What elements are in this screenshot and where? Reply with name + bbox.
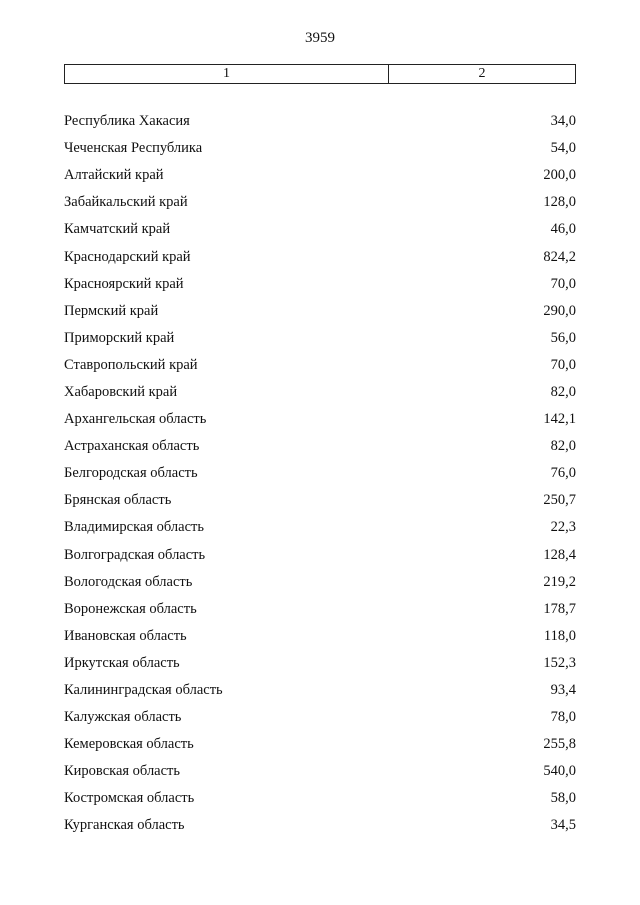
table-header-col1: 1 <box>65 65 389 83</box>
region-name: Архангельская область <box>64 411 207 428</box>
region-name: Алтайский край <box>64 167 164 184</box>
region-value: 255,8 <box>543 736 576 753</box>
region-value: 76,0 <box>550 465 576 482</box>
region-value: 128,4 <box>543 546 576 563</box>
region-value: 34,5 <box>550 817 576 834</box>
region-value: 219,2 <box>543 573 576 590</box>
region-name: Воронежская область <box>64 600 197 617</box>
table-row <box>64 379 576 406</box>
region-name: Курганская область <box>64 817 185 834</box>
table-row <box>64 271 576 298</box>
table-row <box>64 406 576 433</box>
region-name: Астраханская область <box>64 438 200 455</box>
region-value: 118,0 <box>543 627 576 644</box>
table-row <box>64 569 576 596</box>
table-row <box>64 433 576 460</box>
region-value: 82,0 <box>550 383 576 400</box>
region-value: 200,0 <box>543 167 576 184</box>
region-name: Костромская область <box>64 790 195 807</box>
region-name: Приморский край <box>64 329 175 346</box>
region-value: 56,0 <box>550 329 576 346</box>
table-row <box>64 785 576 812</box>
region-name: Краснодарский край <box>64 248 191 265</box>
region-value: 250,7 <box>543 492 576 509</box>
table-row <box>64 460 576 487</box>
region-name: Чеченская Республика <box>64 140 203 157</box>
region-value: 34,0 <box>550 113 576 130</box>
region-value: 22,3 <box>550 519 576 536</box>
table-row <box>64 216 576 243</box>
region-name: Владимирская область <box>64 519 204 536</box>
region-name: Калужская область <box>64 709 182 726</box>
region-name: Калининградская область <box>64 682 223 699</box>
table-row <box>64 162 576 189</box>
region-value: 82,0 <box>550 438 576 455</box>
region-value: 290,0 <box>543 302 576 319</box>
region-value: 78,0 <box>550 709 576 726</box>
region-name: Забайкальский край <box>64 194 188 211</box>
page-number: 3959 <box>305 30 335 46</box>
table-row <box>64 189 576 216</box>
table-row <box>64 135 576 162</box>
region-name: Кировская область <box>64 763 181 780</box>
region-value: 178,7 <box>543 600 576 617</box>
region-name: Республика Хакасия <box>64 113 190 130</box>
region-name: Кемеровская область <box>64 736 194 753</box>
region-name: Волгоградская область <box>64 546 206 563</box>
region-value: 152,3 <box>543 654 576 671</box>
table-row <box>64 325 576 352</box>
table-header-col2: 2 <box>478 66 486 81</box>
table-row <box>64 352 576 379</box>
table-row <box>64 487 576 514</box>
region-name: Брянская область <box>64 492 172 509</box>
table-row <box>64 650 576 677</box>
region-name: Камчатский край <box>64 221 171 238</box>
region-value: 46,0 <box>550 221 576 238</box>
region-value: 70,0 <box>550 356 576 373</box>
region-value: 70,0 <box>550 275 576 292</box>
region-name: Вологодская область <box>64 573 193 590</box>
region-name: Ивановская область <box>64 627 187 644</box>
region-name: Иркутская область <box>64 654 180 671</box>
region-value: 93,4 <box>550 682 576 699</box>
region-name: Хабаровский край <box>64 383 178 400</box>
region-value: 540,0 <box>543 763 576 780</box>
region-name: Пермский край <box>64 302 159 319</box>
table-row <box>64 298 576 325</box>
table-row <box>64 704 576 731</box>
table-row <box>64 596 576 623</box>
table-body <box>64 108 576 840</box>
table-row <box>64 623 576 650</box>
table-header <box>64 64 576 84</box>
table-row <box>64 243 576 270</box>
table-row <box>64 542 576 569</box>
table-row <box>64 812 576 839</box>
region-value: 824,2 <box>543 248 576 265</box>
table-row <box>64 108 576 135</box>
region-value: 142,1 <box>543 411 576 428</box>
table-row <box>64 514 576 541</box>
table-row <box>64 731 576 758</box>
region-name: Красноярский край <box>64 275 184 292</box>
region-name: Ставропольский край <box>64 356 198 373</box>
table-row <box>64 677 576 704</box>
region-value: 128,0 <box>543 194 576 211</box>
region-value: 58,0 <box>550 790 576 807</box>
region-name: Белгородская область <box>64 465 198 482</box>
table-row <box>64 758 576 785</box>
region-value: 54,0 <box>550 140 576 157</box>
